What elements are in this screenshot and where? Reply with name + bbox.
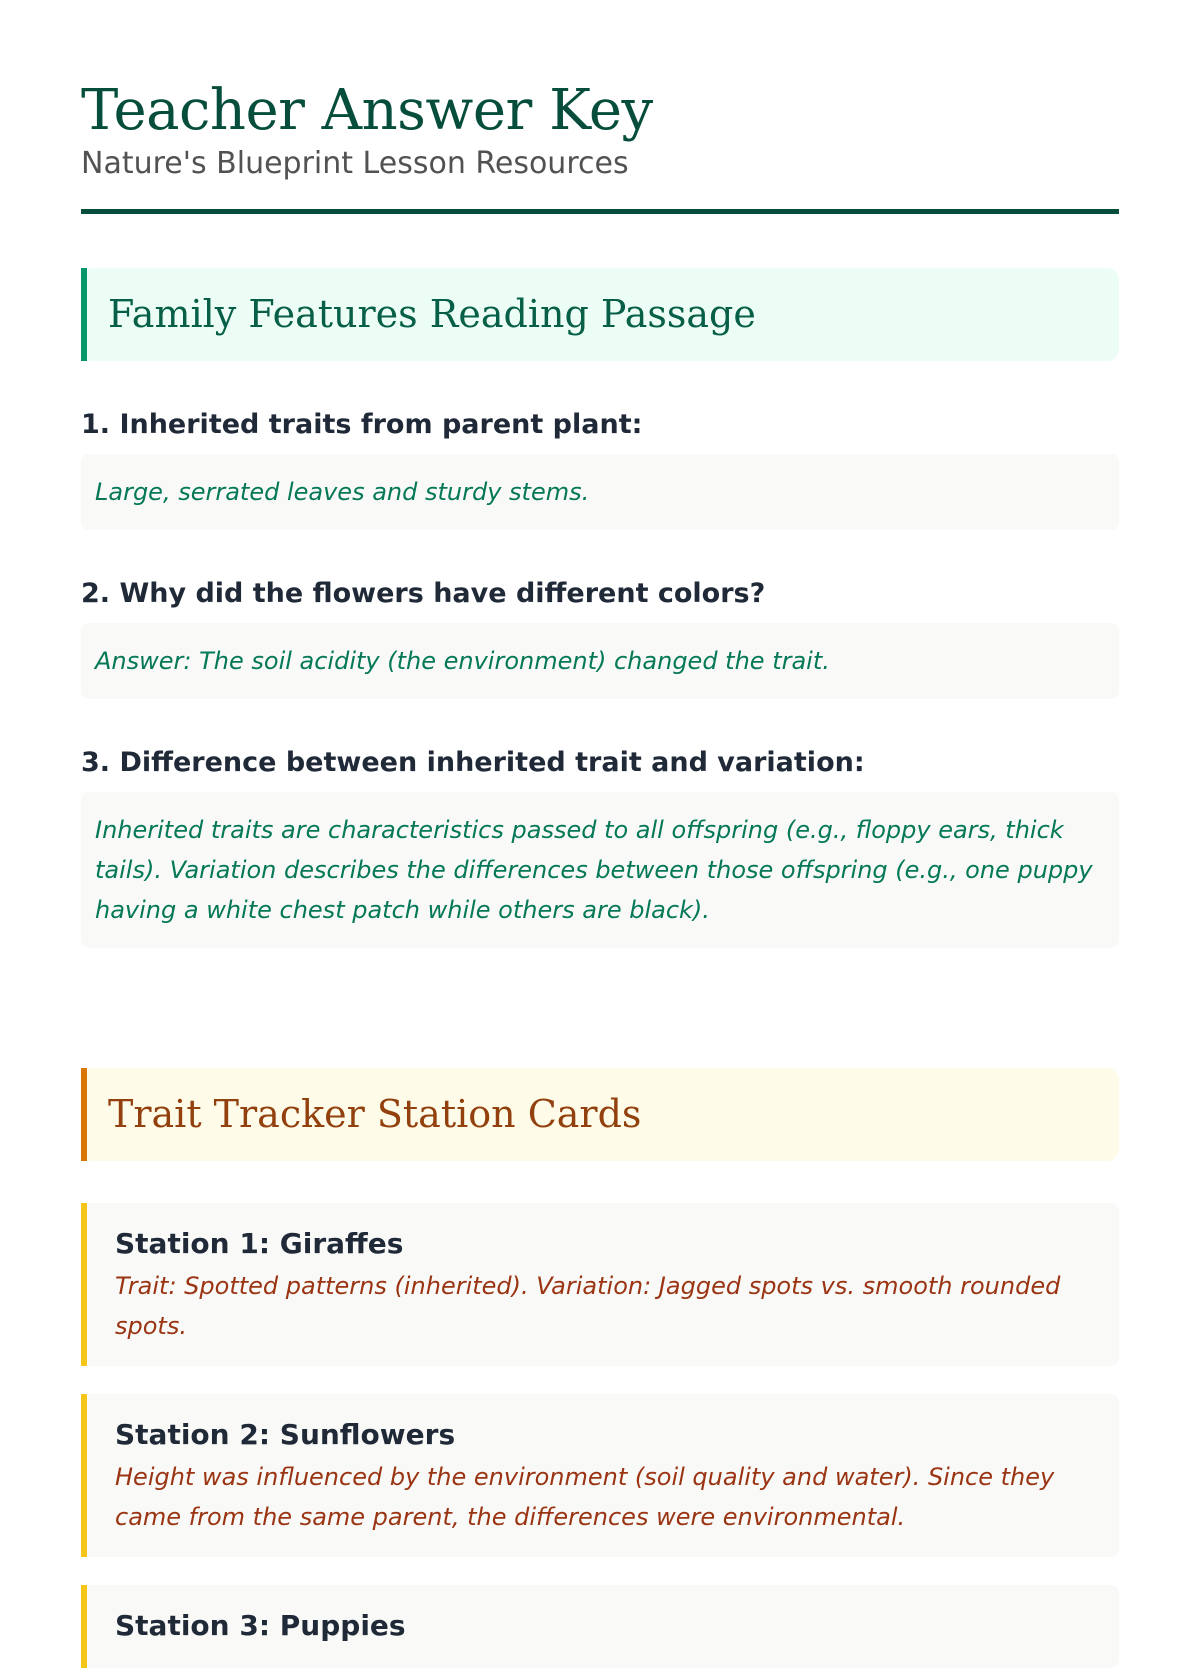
answer-box: Answer: The soil acidity (the environment) changed the trait. xyxy=(81,623,1119,699)
title-divider xyxy=(81,209,1119,214)
station-title: Station 3: Puppies xyxy=(115,1608,406,1642)
section-accent-bar xyxy=(81,1068,87,1161)
station-card xyxy=(81,1585,1119,1668)
station-title: Station 2: Sunflowers xyxy=(115,1417,456,1451)
question-label: 3. Difference between inherited trait and variation: xyxy=(81,746,865,778)
station-answer: Trait: Spotted patterns (inherited). Variation: Jagged spots vs. smooth rounded spots. xyxy=(115,1271,1061,1340)
station-cards-section-header xyxy=(81,1068,1119,1161)
question-label: 1. Inherited traits from parent plant: xyxy=(81,408,643,440)
page-title: Teacher Answer Key xyxy=(81,78,653,143)
question-item xyxy=(81,578,1119,699)
station-accent-bar xyxy=(81,1585,87,1668)
station-accent-bar xyxy=(81,1394,87,1557)
station-accent-bar xyxy=(81,1203,87,1366)
answer-box: Large, serrated leaves and sturdy stems. xyxy=(81,454,1119,530)
reading-passage-section-title: Family Features Reading Passage xyxy=(108,292,756,337)
station-title: Station 1: Giraffes xyxy=(115,1226,404,1260)
page-subtitle: Nature's Blueprint Lesson Resources xyxy=(81,145,629,181)
station-answer: Height was influenced by the environment (soil quality and water). Since they came from the same parent, the differences were environmental. xyxy=(115,1462,1055,1531)
reading-passage-section-header xyxy=(81,268,1119,361)
question-label: 2. Why did the flowers have different colors? xyxy=(81,577,766,609)
station-card xyxy=(81,1203,1119,1366)
station-card xyxy=(81,1394,1119,1557)
question-item xyxy=(81,409,1119,530)
section-accent-bar xyxy=(81,268,87,361)
answer-box: Inherited traits are characteristics passed to all offspring (e.g., floppy ears, thick tails). Variation describes the differences between those offspring (e.g., one puppy having a white chest patch while others are black). xyxy=(81,792,1119,948)
station-cards-section-title: Trait Tracker Station Cards xyxy=(108,1092,642,1137)
station-card-list xyxy=(81,1203,1119,1668)
question-item xyxy=(81,747,1119,948)
